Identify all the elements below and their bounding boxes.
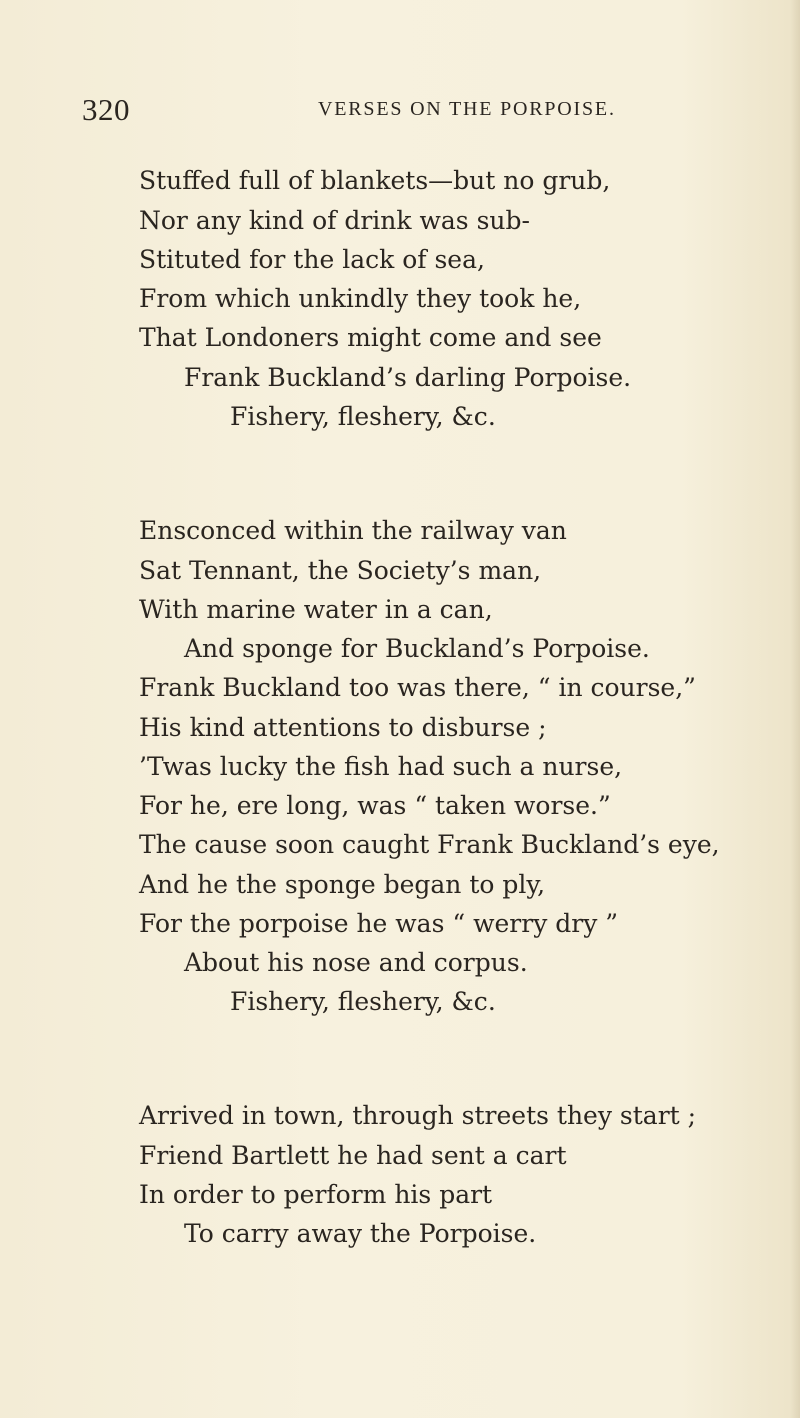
running-head: VERSES ON THE PORPOISE.	[318, 98, 616, 120]
verse-line: For he, ere long, was “ taken worse.”	[139, 791, 611, 820]
verse-line: And sponge for Buckland’s Porpoise.	[184, 634, 650, 663]
verse-line: In order to perform his part	[139, 1180, 493, 1209]
verse-line: Frank Buckland’s darling Porpoise.	[184, 363, 632, 392]
verse-line: Stituted for the lack of sea,	[139, 245, 485, 274]
verse-line: Sat Tennant, the Society’s man,	[139, 556, 542, 585]
verse-line: And he the sponge began to ply,	[139, 870, 546, 899]
verse-line: From which unkindly they took he,	[139, 284, 582, 313]
refrain-line: Fishery, fleshery, &c.	[230, 402, 496, 431]
verse-line: Arrived in town, through streets they start ;	[139, 1101, 697, 1130]
page-number: 320	[82, 92, 130, 127]
verse-line: His kind attentions to disburse ;	[139, 713, 547, 742]
verse-line: To carry away the Porpoise.	[184, 1219, 537, 1248]
verse-line: For the porpoise he was “ werry dry ”	[139, 909, 619, 938]
verse-line: With marine water in a can,	[139, 595, 493, 624]
verse-line: The cause soon caught Frank Buckland’s eye,	[139, 830, 720, 859]
verse-line: Nor any kind of drink was sub-	[139, 206, 530, 235]
verse-line: Frank Buckland too was there, “ in course,”	[139, 673, 696, 702]
page-edge-shadow	[790, 0, 800, 1418]
verse-line: Friend Bartlett he had sent a cart	[139, 1141, 567, 1170]
verse-line: That Londoners might come and see	[139, 323, 602, 352]
verse-line: Stuffed full of blankets—but no grub,	[139, 166, 611, 195]
page-header	[82, 92, 722, 132]
verse-line: Ensconced within the railway van	[139, 516, 567, 545]
verse-line: ’Twas lucky the fish had such a nurse,	[139, 752, 623, 781]
refrain-line: Fishery, fleshery, &c.	[230, 987, 496, 1016]
verse-line: About his nose and corpus.	[184, 948, 528, 977]
